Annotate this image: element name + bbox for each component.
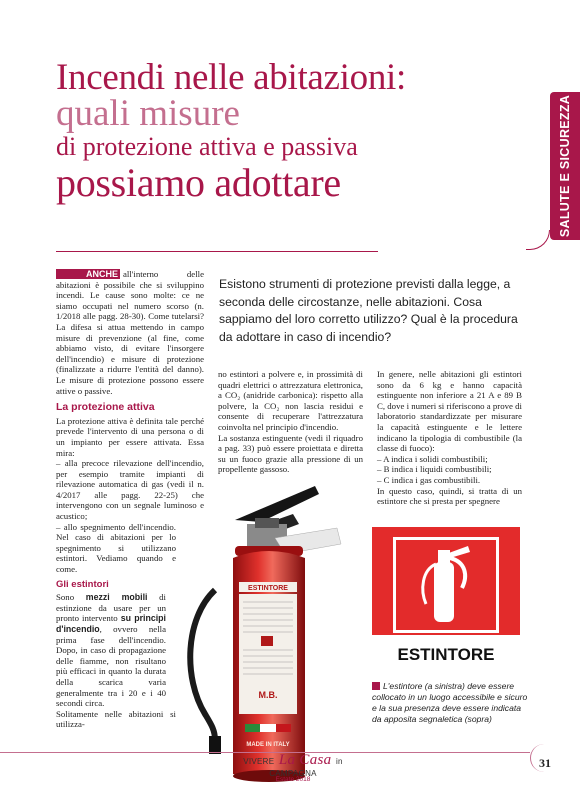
- col3-paragraph-3: – B indica i liquidi combustibili;: [377, 464, 492, 475]
- footer-brand: La Casa: [278, 752, 332, 768]
- sign-label: ESTINTORE: [372, 635, 520, 675]
- col1-paragraph-2: La protezione attiva è definita tale perché prevede l'intervento di una persona o di un impianto per essere attivata. Essa mira:: [56, 415, 204, 458]
- col3-paragraph-1: In genere, nelle abitazioni gli estintori sono da 6 kg e hanno capacità estinguente non inferiore a 21 A e 89 B C, dove i numeri si riferiscono a prove di laboratorio standardizzate per misurare la capacità estinguente e le lettere indicano la tipologia di combustibile (la classe di fuoco):: [377, 369, 522, 454]
- heading-estintori: Gli estintori: [56, 578, 109, 590]
- col3-paragraph-4: – C indica i gas combustibili.: [377, 474, 481, 485]
- footer-in-campagna: in CAMPAGNA: [269, 757, 343, 778]
- footer-issue: Estate 2018: [275, 776, 311, 783]
- col1-paragraph-3: – alla precoce rilevazione dell'incendio, per esempio tramite impianti di rilevazione automatica di gas (vedi il n. 4/2017 alle pagg. 22-25) che intervengono con un segnale luminoso e acustico;: [56, 458, 204, 522]
- col1-paragraph-4: – allo spegnimento dell'incendio. Nel caso di abitazioni per lo spegnimento si utilizzano estintori. Vediamo quando e come.: [56, 521, 176, 575]
- extinguisher-sign: [372, 527, 520, 675]
- section-tab-label: SALUTE E SICUREZZA: [558, 94, 572, 238]
- caption-marker: [372, 682, 380, 690]
- article-title: [56, 57, 526, 205]
- extinguisher-made-in: MADE IN ITALY: [246, 742, 290, 748]
- extinguisher-pictogram-icon: [396, 540, 496, 630]
- title-line-4: possiamo adottare: [56, 160, 341, 205]
- title-line-1: Incendi nelle abitazioni:: [56, 57, 407, 98]
- article-intro: Esistono strumenti di protezione previsti dalla legge, a seconda delle circostanze, nelle abitazioni. Cosa sappiamo del loro corretto utilizzo? Qual è la procedura da adottare in caso di incendio?: [219, 277, 518, 344]
- sign-panel: [393, 537, 499, 633]
- extinguisher-brand: M.B.: [258, 690, 278, 700]
- footer-vivere: VIVERE: [243, 757, 275, 766]
- column-3: [377, 369, 522, 507]
- lead-word: ANCHE: [56, 269, 120, 279]
- image-caption: L'estintore (a sinistra) deve essere collocato in un luogo accessibile e sicuro e la sua presenza deve essere indicata da apposita segnaletica (sopra): [372, 681, 528, 724]
- column-2: [218, 369, 363, 475]
- fire-extinguisher-photo: [175, 478, 370, 783]
- decorative-curve: [526, 230, 550, 250]
- section-tab: [550, 92, 580, 240]
- title-divider: [56, 251, 378, 252]
- col1-paragraph-6: Solitamente nelle abitazioni si utilizza-: [56, 708, 176, 730]
- heading-protezione-attiva: La protezione attiva: [56, 401, 155, 414]
- col2-paragraph-1: no estintori a polvere e, in prossimità di quadri elettrici o attrezzatura elettronica, a CO₂ (anidride carbonica): rispetto alla polvere, la CO₂ non lascia residui e consente di recuperare l'attrezzatura coinvolta nel principio d'incendio.: [218, 369, 363, 432]
- page-number: 31: [539, 756, 551, 770]
- title-line-3: di protezione attiva e passiva: [56, 132, 358, 161]
- col3-paragraph-2: – A indica i solidi combustibili;: [377, 453, 488, 464]
- col2-paragraph-2: La sostanza estinguente (vedi il riquadro a pag. 33) può essere proiettata e diretta su un fuoco grazie alla pressione di un propellente gassoso.: [218, 432, 363, 475]
- extinguisher-band-label: ESTINTORE: [248, 585, 288, 592]
- col1-paragraph-1: ANCHE all'interno delle abitazioni è possibile che si sviluppino incendi. Le cause sono molte: ce ne siamo occupati nel numero scorso (n. 1/2018 alle pagg. 28-30). Come tutelarsi? La difesa si attua mettendo in campo misure di prevenzione (al fine, come abbiamo visto, di evitare l'insorgere dell'incendio) e misure di protezione (finalizzate a ridurre l'entità del danno). Le misure di protezione possono essere attive o passive.: [56, 269, 204, 396]
- col3-paragraph-5: In questo caso, quindi, si tratta di un estintore che si presta per spegnere: [377, 485, 522, 507]
- title-line-2: quali misure: [56, 93, 240, 134]
- col1-paragraph-5: Sono mezzi mobili di estinzione da usare per un pronto intervento su principi d'incendio, ovvero nella prima fase dell'incendio. Dopo, in caso di propagazione delle fiamme, non risultano più efficaci in quanto la durata della scarica varia generalmente tra i 20 e i 40 secondi circa.: [56, 592, 166, 709]
- footer-masthead: [228, 752, 358, 783]
